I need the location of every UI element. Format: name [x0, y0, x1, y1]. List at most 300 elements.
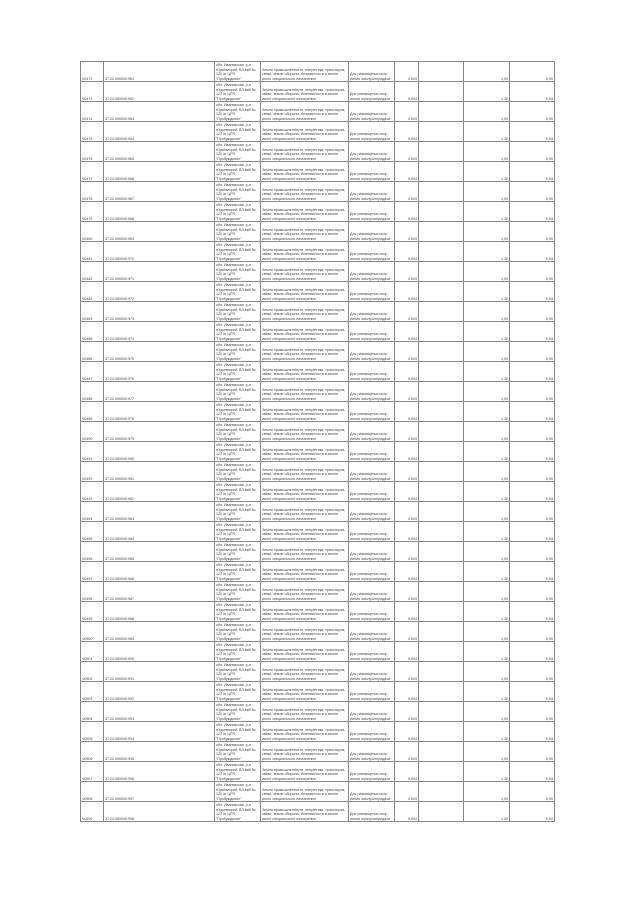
empty-cell: [419, 602, 464, 622]
cadastral-number-cell: 37:22:000000:994: [104, 722, 215, 742]
address-cell: обл. Ивановская, р-н Юрьевецкий, ВЛ-6кВ № 120 от ЦРП "Пробуждение": [215, 422, 261, 442]
land-category-cell: Земли промышленности, энергетики, транспорта, связи, земли обороны, безопасности и земли иного специального назначения: [261, 82, 349, 102]
area-cell: 0,004: [395, 342, 419, 362]
share-cell: 1,00: [464, 722, 510, 742]
cadastral-number-cell: 37:22:000000:986: [104, 562, 215, 582]
cadastral-number-cell: 37:22:000000:992: [104, 682, 215, 702]
address-cell: обл. Ивановская, р-н Юрьевецкий, ВЛ-6кВ № 120 от ЦРП "Пробуждение": [215, 282, 261, 302]
value-cell: 0,00: [510, 722, 555, 742]
area-cell: 0,004: [395, 362, 419, 382]
cadastral-number-cell: 37:22:000000:982: [104, 482, 215, 502]
address-cell: обл. Ивановская, р-н Юрьевецкий, ВЛ-6кВ № 120 от ЦРП "Пробуждение": [215, 442, 261, 462]
empty-cell: [419, 502, 464, 522]
address-cell: обл. Ивановская, р-н Юрьевецкий, ВЛ-6кВ № 120 от ЦРП "Пробуждение": [215, 642, 261, 662]
value-cell: 0,00: [510, 382, 555, 402]
permitted-use-cell: Для размещения опор линии электропередачи: [349, 742, 395, 762]
empty-cell: [419, 442, 464, 462]
land-category-cell: Земли промышленности, энергетики, транспорта, связи, земли обороны, безопасности и земли иного специального назначения: [261, 802, 349, 822]
empty-cell: [419, 142, 464, 162]
area-cell: 0,004: [395, 282, 419, 302]
value-cell: 0,00: [510, 62, 555, 82]
area-cell: 0,004: [395, 202, 419, 222]
share-cell: 1,00: [464, 562, 510, 582]
share-cell: 1,00: [464, 522, 510, 542]
table-row: [81, 382, 555, 402]
share-cell: 1,00: [464, 82, 510, 102]
value-cell: 0,00: [510, 662, 555, 682]
address-cell: обл. Ивановская, р-н Юрьевецкий, ВЛ-6кВ № 120 от ЦРП "Пробуждение": [215, 762, 261, 782]
address-cell: обл. Ивановская, р-н Юрьевецкий, ВЛ-6кВ № 120 от ЦРП "Пробуждение": [215, 362, 261, 382]
empty-cell: [419, 122, 464, 142]
area-cell: 0,004: [395, 322, 419, 342]
land-category-cell: Земли промышленности, энергетики, транспорта, связи, земли обороны, безопасности и земли иного специального назначения: [261, 382, 349, 402]
permitted-use-cell: Для размещения опор линии электропередачи: [349, 702, 395, 722]
empty-cell: [419, 302, 464, 322]
plot-id-cell: Ч0493: [81, 482, 104, 502]
empty-cell: [419, 322, 464, 342]
table-row: [81, 302, 555, 322]
plot-id-cell: Ч0504: [81, 702, 104, 722]
table-row: [81, 762, 555, 782]
permitted-use-cell: Для размещения опор линии электропередачи: [349, 162, 395, 182]
land-category-cell: Земли промышленности, энергетики, транспорта, связи, земли обороны, безопасности и земли иного специального назначения: [261, 322, 349, 342]
cadastral-number-cell: 37:22:000000:967: [104, 182, 215, 202]
table-row: [81, 122, 555, 142]
land-category-cell: Земли промышленности, энергетики, транспорта, связи, земли обороны, безопасности и земли иного специального назначения: [261, 402, 349, 422]
share-cell: 1,00: [464, 542, 510, 562]
share-cell: 1,00: [464, 102, 510, 122]
land-category-cell: Земли промышленности, энергетики, транспорта, связи, земли обороны, безопасности и земли иного специального назначения: [261, 602, 349, 622]
plot-id-cell: Ч0506: [81, 742, 104, 762]
area-cell: 0,004: [395, 702, 419, 722]
land-category-cell: Земли промышленности, энергетики, транспорта, связи, земли обороны, безопасности и земли иного специального назначения: [261, 542, 349, 562]
area-cell: 0,004: [395, 502, 419, 522]
empty-cell: [419, 262, 464, 282]
permitted-use-cell: Для размещения опор линии электропередачи: [349, 722, 395, 742]
empty-cell: [419, 382, 464, 402]
land-category-cell: Земли промышленности, энергетики, транспорта, связи, земли обороны, безопасности и земли иного специального назначения: [261, 182, 349, 202]
value-cell: 0,00: [510, 222, 555, 242]
value-cell: 0,00: [510, 282, 555, 302]
address-cell: обл. Ивановская, р-н Юрьевецкий, ВЛ-6кВ № 120 от ЦРП "Пробуждение": [215, 302, 261, 322]
value-cell: 0,00: [510, 182, 555, 202]
empty-cell: [419, 462, 464, 482]
area-cell: 0,004: [395, 402, 419, 422]
cadastral-number-cell: 37:22:000000:961: [104, 62, 215, 82]
value-cell: 0,00: [510, 622, 555, 642]
cadastral-number-cell: 37:22:000000:984: [104, 522, 215, 542]
share-cell: 1,00: [464, 202, 510, 222]
address-cell: обл. Ивановская, р-н Юрьевецкий, ВЛ-6кВ № 120 от ЦРП "Пробуждение": [215, 342, 261, 362]
plot-id-cell: Ч0497: [81, 562, 104, 582]
address-cell: обл. Ивановская, р-н Юрьевецкий, ВЛ-6кВ № 120 от ЦРП "Пробуждение": [215, 522, 261, 542]
value-cell: 0,00: [510, 782, 555, 802]
area-cell: 0,004: [395, 542, 419, 562]
permitted-use-cell: Для размещения опор линии электропередачи: [349, 382, 395, 402]
value-cell: 0,00: [510, 82, 555, 102]
permitted-use-cell: Для размещения опор линии электропередачи: [349, 622, 395, 642]
empty-cell: [419, 162, 464, 182]
empty-cell: [419, 702, 464, 722]
permitted-use-cell: Для размещения опор линии электропередачи: [349, 322, 395, 342]
area-cell: 0,004: [395, 102, 419, 122]
empty-cell: [419, 642, 464, 662]
permitted-use-cell: Для размещения опор линии электропередачи: [349, 682, 395, 702]
address-cell: обл. Ивановская, р-н Юрьевецкий, ВЛ-6кВ № 120 от ЦРП "Пробуждение": [215, 542, 261, 562]
cadastral-number-cell: 37:22:000000:968: [104, 202, 215, 222]
cadastral-number-cell: 37:22:000000:985: [104, 542, 215, 562]
cadastral-number-cell: 37:22:000000:989: [104, 622, 215, 642]
share-cell: 1,00: [464, 482, 510, 502]
permitted-use-cell: Для размещения опор линии электропередачи: [349, 662, 395, 682]
empty-cell: [419, 282, 464, 302]
address-cell: обл. Ивановская, р-н Юрьевецкий, ВЛ-6кВ № 120 от ЦРП "Пробуждение": [215, 62, 261, 82]
empty-cell: [419, 182, 464, 202]
table-row: [81, 202, 555, 222]
permitted-use-cell: Для размещения опор линии электропередачи: [349, 562, 395, 582]
share-cell: 1,00: [464, 422, 510, 442]
plot-id-cell: Ч0484: [81, 302, 104, 322]
plot-id-cell: Ч0507: [81, 762, 104, 782]
land-category-cell: Земли промышленности, энергетики, транспорта, связи, земли обороны, безопасности и земли иного специального назначения: [261, 482, 349, 502]
land-category-cell: Земли промышленности, энергетики, транспорта, связи, земли обороны, безопасности и земли иного специального назначения: [261, 442, 349, 462]
share-cell: 1,00: [464, 442, 510, 462]
address-cell: обл. Ивановская, р-н Юрьевецкий, ВЛ-6кВ № 120 от ЦРП "Пробуждение": [215, 462, 261, 482]
table-row: [81, 682, 555, 702]
cadastral-number-cell: 37:22:000000:997: [104, 782, 215, 802]
plot-id-cell: Ч0505: [81, 722, 104, 742]
area-cell: 0,004: [395, 622, 419, 642]
area-cell: 0,004: [395, 582, 419, 602]
cadastral-number-cell: 37:22:000000:974: [104, 322, 215, 342]
permitted-use-cell: Для размещения опор линии электропередачи: [349, 762, 395, 782]
area-cell: 0,004: [395, 762, 419, 782]
value-cell: 0,00: [510, 262, 555, 282]
address-cell: обл. Ивановская, р-н Юрьевецкий, ВЛ-6кВ № 120 от ЦРП "Пробуждение": [215, 502, 261, 522]
table-row: [81, 82, 555, 102]
value-cell: 0,00: [510, 162, 555, 182]
cadastral-number-cell: 37:22:000000:975: [104, 342, 215, 362]
area-cell: 0,004: [395, 62, 419, 82]
cadastral-number-cell: 37:22:000000:996: [104, 762, 215, 782]
empty-cell: [419, 762, 464, 782]
permitted-use-cell: Для размещения опор линии электропередачи: [349, 802, 395, 822]
table-row: [81, 62, 555, 82]
area-cell: 0,004: [395, 802, 419, 822]
empty-cell: [419, 662, 464, 682]
plot-id-cell: Ч0487: [81, 362, 104, 382]
permitted-use-cell: Для размещения опор линии электропередачи: [349, 222, 395, 242]
empty-cell: [419, 522, 464, 542]
table-row: [81, 242, 555, 262]
table-row: [81, 802, 555, 822]
land-category-cell: Земли промышленности, энергетики, транспорта, связи, земли обороны, безопасности и земли иного специального назначения: [261, 122, 349, 142]
plot-id-cell: Ч0473: [81, 82, 104, 102]
address-cell: обл. Ивановская, р-н Юрьевецкий, ВЛ-6кВ № 120 от ЦРП "Пробуждение": [215, 682, 261, 702]
value-cell: 0,00: [510, 502, 555, 522]
plot-id-cell: Ч0500: [81, 622, 104, 642]
value-cell: 0,00: [510, 742, 555, 762]
cadastral-number-cell: 37:22:000000:987: [104, 582, 215, 602]
permitted-use-cell: Для размещения опор линии электропередачи: [349, 402, 395, 422]
share-cell: 1,00: [464, 602, 510, 622]
plot-id-cell: Ч0489: [81, 402, 104, 422]
cadastral-number-cell: 37:22:000000:971: [104, 262, 215, 282]
value-cell: 0,00: [510, 542, 555, 562]
value-cell: 0,00: [510, 602, 555, 622]
plot-id-cell: Ч0499: [81, 602, 104, 622]
land-category-cell: Земли промышленности, энергетики, транспорта, связи, земли обороны, безопасности и земли иного специального назначения: [261, 142, 349, 162]
table-row: [81, 182, 555, 202]
permitted-use-cell: Для размещения опор линии электропередачи: [349, 82, 395, 102]
permitted-use-cell: Для размещения опор линии электропередачи: [349, 642, 395, 662]
table-row: [81, 522, 555, 542]
cadastral-number-cell: 37:22:000000:980: [104, 442, 215, 462]
value-cell: 0,00: [510, 122, 555, 142]
area-cell: 0,004: [395, 142, 419, 162]
share-cell: 1,00: [464, 622, 510, 642]
empty-cell: [419, 622, 464, 642]
land-category-cell: Земли промышленности, энергетики, транспорта, связи, земли обороны, безопасности и земли иного специального назначения: [261, 342, 349, 362]
land-plots-table: [80, 61, 555, 822]
share-cell: 1,00: [464, 402, 510, 422]
permitted-use-cell: Для размещения опор линии электропередачи: [349, 342, 395, 362]
plot-id-cell: Ч0485: [81, 322, 104, 342]
share-cell: 1,00: [464, 502, 510, 522]
land-category-cell: Земли промышленности, энергетики, транспорта, связи, земли обороны, безопасности и земли иного специального назначения: [261, 262, 349, 282]
plot-id-cell: Ч0488: [81, 382, 104, 402]
plot-id-cell: Ч0486: [81, 342, 104, 362]
cadastral-number-cell: 37:22:000000:995: [104, 742, 215, 762]
land-category-cell: Земли промышленности, энергетики, транспорта, связи, земли обороны, безопасности и земли иного специального назначения: [261, 162, 349, 182]
share-cell: 1,00: [464, 462, 510, 482]
table-row: [81, 462, 555, 482]
value-cell: 0,00: [510, 582, 555, 602]
permitted-use-cell: Для размещения опор линии электропередачи: [349, 782, 395, 802]
plot-id-cell: Ч0475: [81, 122, 104, 142]
share-cell: 1,00: [464, 342, 510, 362]
address-cell: обл. Ивановская, р-н Юрьевецкий, ВЛ-6кВ № 120 от ЦРП "Пробуждение": [215, 122, 261, 142]
table-row: [81, 162, 555, 182]
table-row: [81, 622, 555, 642]
permitted-use-cell: Для размещения опор линии электропередачи: [349, 522, 395, 542]
address-cell: обл. Ивановская, р-н Юрьевецкий, ВЛ-6кВ № 120 от ЦРП "Пробуждение": [215, 222, 261, 242]
plot-id-cell: Ч0492: [81, 462, 104, 482]
area-cell: 0,004: [395, 662, 419, 682]
permitted-use-cell: Для размещения опор линии электропередачи: [349, 262, 395, 282]
land-category-cell: Земли промышленности, энергетики, транспорта, связи, земли обороны, безопасности и земли иного специального назначения: [261, 522, 349, 542]
value-cell: 0,00: [510, 302, 555, 322]
land-category-cell: Земли промышленности, энергетики, транспорта, связи, земли обороны, безопасности и земли иного специального назначения: [261, 782, 349, 802]
cadastral-number-cell: 37:22:000000:962: [104, 82, 215, 102]
table-row: [81, 482, 555, 502]
table-row: [81, 442, 555, 462]
value-cell: 0,00: [510, 402, 555, 422]
share-cell: 1,00: [464, 702, 510, 722]
table-row: [81, 742, 555, 762]
permitted-use-cell: Для размещения опор линии электропередачи: [349, 582, 395, 602]
address-cell: обл. Ивановская, р-н Юрьевецкий, ВЛ-6кВ № 120 от ЦРП "Пробуждение": [215, 562, 261, 582]
area-cell: 0,004: [395, 262, 419, 282]
table-row: [81, 722, 555, 742]
land-category-cell: Земли промышленности, энергетики, транспорта, связи, земли обороны, безопасности и земли иного специального назначения: [261, 222, 349, 242]
address-cell: обл. Ивановская, р-н Юрьевецкий, ВЛ-6кВ № 120 от ЦРП "Пробуждение": [215, 622, 261, 642]
plot-id-cell: Ч0478: [81, 182, 104, 202]
plot-id-cell: Ч0508: [81, 782, 104, 802]
table-row: [81, 102, 555, 122]
table-row: [81, 542, 555, 562]
empty-cell: [419, 82, 464, 102]
value-cell: 0,00: [510, 202, 555, 222]
empty-cell: [419, 682, 464, 702]
address-cell: обл. Ивановская, р-н Юрьевецкий, ВЛ-6кВ № 120 от ЦРП "Пробуждение": [215, 322, 261, 342]
area-cell: 0,004: [395, 482, 419, 502]
share-cell: 1,00: [464, 162, 510, 182]
table-row: [81, 322, 555, 342]
plot-id-cell: Ч0491: [81, 442, 104, 462]
land-category-cell: Земли промышленности, энергетики, транспорта, связи, земли обороны, безопасности и земли иного специального назначения: [261, 662, 349, 682]
plot-id-cell: Ч0481: [81, 242, 104, 262]
value-cell: 0,00: [510, 702, 555, 722]
address-cell: обл. Ивановская, р-н Юрьевецкий, ВЛ-6кВ № 120 от ЦРП "Пробуждение": [215, 702, 261, 722]
address-cell: обл. Ивановская, р-н Юрьевецкий, ВЛ-6кВ № 120 от ЦРП "Пробуждение": [215, 82, 261, 102]
permitted-use-cell: Для размещения опор линии электропередачи: [349, 462, 395, 482]
permitted-use-cell: Для размещения опор линии электропередачи: [349, 422, 395, 442]
share-cell: 1,00: [464, 582, 510, 602]
empty-cell: [419, 362, 464, 382]
share-cell: 1,00: [464, 382, 510, 402]
area-cell: 0,004: [395, 382, 419, 402]
cadastral-number-cell: 37:22:000000:981: [104, 462, 215, 482]
land-category-cell: Земли промышленности, энергетики, транспорта, связи, земли обороны, безопасности и земли иного специального назначения: [261, 202, 349, 222]
permitted-use-cell: Для размещения опор линии электропередачи: [349, 542, 395, 562]
address-cell: обл. Ивановская, р-н Юрьевецкий, ВЛ-6кВ № 120 от ЦРП "Пробуждение": [215, 102, 261, 122]
land-category-cell: Земли промышленности, энергетики, транспорта, связи, земли обороны, безопасности и земли иного специального назначения: [261, 562, 349, 582]
area-cell: 0,004: [395, 642, 419, 662]
empty-cell: [419, 62, 464, 82]
address-cell: обл. Ивановская, р-н Юрьевецкий, ВЛ-6кВ № 120 от ЦРП "Пробуждение": [215, 602, 261, 622]
value-cell: 0,00: [510, 442, 555, 462]
value-cell: 0,00: [510, 422, 555, 442]
area-cell: 0,004: [395, 782, 419, 802]
plot-id-cell: Ч0476: [81, 142, 104, 162]
area-cell: 0,004: [395, 442, 419, 462]
address-cell: обл. Ивановская, р-н Юрьевецкий, ВЛ-6кВ № 120 от ЦРП "Пробуждение": [215, 142, 261, 162]
land-category-cell: Земли промышленности, энергетики, транспорта, связи, земли обороны, безопасности и земли иного специального назначения: [261, 762, 349, 782]
table-row: [81, 582, 555, 602]
share-cell: 1,00: [464, 302, 510, 322]
cadastral-number-cell: 37:22:000000:998: [104, 802, 215, 822]
area-cell: 0,004: [395, 742, 419, 762]
plot-id-cell: Ч0479: [81, 202, 104, 222]
permitted-use-cell: Для размещения опор линии электропередачи: [349, 602, 395, 622]
area-cell: 0,004: [395, 122, 419, 142]
address-cell: обл. Ивановская, р-н Юрьевецкий, ВЛ-6кВ № 120 от ЦРП "Пробуждение": [215, 722, 261, 742]
table-row: [81, 602, 555, 622]
address-cell: обл. Ивановская, р-н Юрьевецкий, ВЛ-6кВ № 120 от ЦРП "Пробуждение": [215, 662, 261, 682]
table-row: [81, 402, 555, 422]
table-row: [81, 562, 555, 582]
share-cell: 1,00: [464, 222, 510, 242]
table-row: [81, 702, 555, 722]
value-cell: 0,00: [510, 342, 555, 362]
share-cell: 1,00: [464, 642, 510, 662]
permitted-use-cell: Для размещения опор линии электропередачи: [349, 442, 395, 462]
area-cell: 0,004: [395, 682, 419, 702]
plot-id-cell: Ч0482: [81, 262, 104, 282]
cadastral-number-cell: 37:22:000000:964: [104, 122, 215, 142]
permitted-use-cell: Для размещения опор линии электропередачи: [349, 482, 395, 502]
share-cell: 1,00: [464, 782, 510, 802]
value-cell: 0,00: [510, 522, 555, 542]
area-cell: 0,004: [395, 242, 419, 262]
land-category-cell: Земли промышленности, энергетики, транспорта, связи, земли обороны, безопасности и земли иного специального назначения: [261, 722, 349, 742]
share-cell: 1,00: [464, 742, 510, 762]
plot-id-cell: Ч0495: [81, 522, 104, 542]
value-cell: 0,00: [510, 762, 555, 782]
plot-id-cell: Ч0498: [81, 582, 104, 602]
share-cell: 1,00: [464, 362, 510, 382]
empty-cell: [419, 422, 464, 442]
value-cell: 0,00: [510, 562, 555, 582]
permitted-use-cell: Для размещения опор линии электропередачи: [349, 122, 395, 142]
address-cell: обл. Ивановская, р-н Юрьевецкий, ВЛ-6кВ № 120 от ЦРП "Пробуждение": [215, 742, 261, 762]
permitted-use-cell: Для размещения опор линии электропередачи: [349, 62, 395, 82]
area-cell: 0,004: [395, 182, 419, 202]
area-cell: 0,004: [395, 562, 419, 582]
value-cell: 0,00: [510, 462, 555, 482]
land-category-cell: Земли промышленности, энергетики, транспорта, связи, земли обороны, безопасности и земли иного специального назначения: [261, 582, 349, 602]
permitted-use-cell: Для размещения опор линии электропередачи: [349, 362, 395, 382]
value-cell: 0,00: [510, 362, 555, 382]
area-cell: 0,004: [395, 422, 419, 442]
share-cell: 1,00: [464, 182, 510, 202]
cadastral-number-cell: 37:22:000000:979: [104, 422, 215, 442]
cadastral-number-cell: 37:22:000000:993: [104, 702, 215, 722]
cadastral-number-cell: 37:22:000000:976: [104, 362, 215, 382]
empty-cell: [419, 542, 464, 562]
cadastral-number-cell: 37:22:000000:991: [104, 662, 215, 682]
permitted-use-cell: Для размещения опор линии электропередачи: [349, 242, 395, 262]
plot-id-cell: Ч0502: [81, 662, 104, 682]
permitted-use-cell: Для размещения опор линии электропередачи: [349, 142, 395, 162]
empty-cell: [419, 342, 464, 362]
value-cell: 0,00: [510, 102, 555, 122]
permitted-use-cell: Для размещения опор линии электропередачи: [349, 182, 395, 202]
land-category-cell: Земли промышленности, энергетики, транспорта, связи, земли обороны, безопасности и земли иного специального назначения: [261, 462, 349, 482]
share-cell: 1,00: [464, 242, 510, 262]
table-row: [81, 342, 555, 362]
plot-id-cell: Ч0477: [81, 162, 104, 182]
plot-id-cell: Ч0472: [81, 62, 104, 82]
land-category-cell: Земли промышленности, энергетики, транспорта, связи, земли обороны, безопасности и земли иного специального назначения: [261, 62, 349, 82]
address-cell: обл. Ивановская, р-н Юрьевецкий, ВЛ-6кВ № 120 от ЦРП "Пробуждение": [215, 782, 261, 802]
address-cell: обл. Ивановская, р-н Юрьевецкий, ВЛ-6кВ № 120 от ЦРП "Пробуждение": [215, 382, 261, 402]
empty-cell: [419, 242, 464, 262]
cadastral-number-cell: 37:22:000000:990: [104, 642, 215, 662]
empty-cell: [419, 722, 464, 742]
cadastral-number-cell: 37:22:000000:977: [104, 382, 215, 402]
cadastral-number-cell: 37:22:000000:970: [104, 242, 215, 262]
share-cell: 1,00: [464, 142, 510, 162]
value-cell: 0,00: [510, 242, 555, 262]
land-category-cell: Земли промышленности, энергетики, транспорта, связи, земли обороны, безопасности и земли иного специального назначения: [261, 702, 349, 722]
share-cell: 1,00: [464, 802, 510, 822]
cadastral-number-cell: 37:22:000000:972: [104, 282, 215, 302]
land-category-cell: Земли промышленности, энергетики, транспорта, связи, земли обороны, безопасности и земли иного специального назначения: [261, 102, 349, 122]
plot-id-cell: Ч0509: [81, 802, 104, 822]
area-cell: 0,004: [395, 222, 419, 242]
